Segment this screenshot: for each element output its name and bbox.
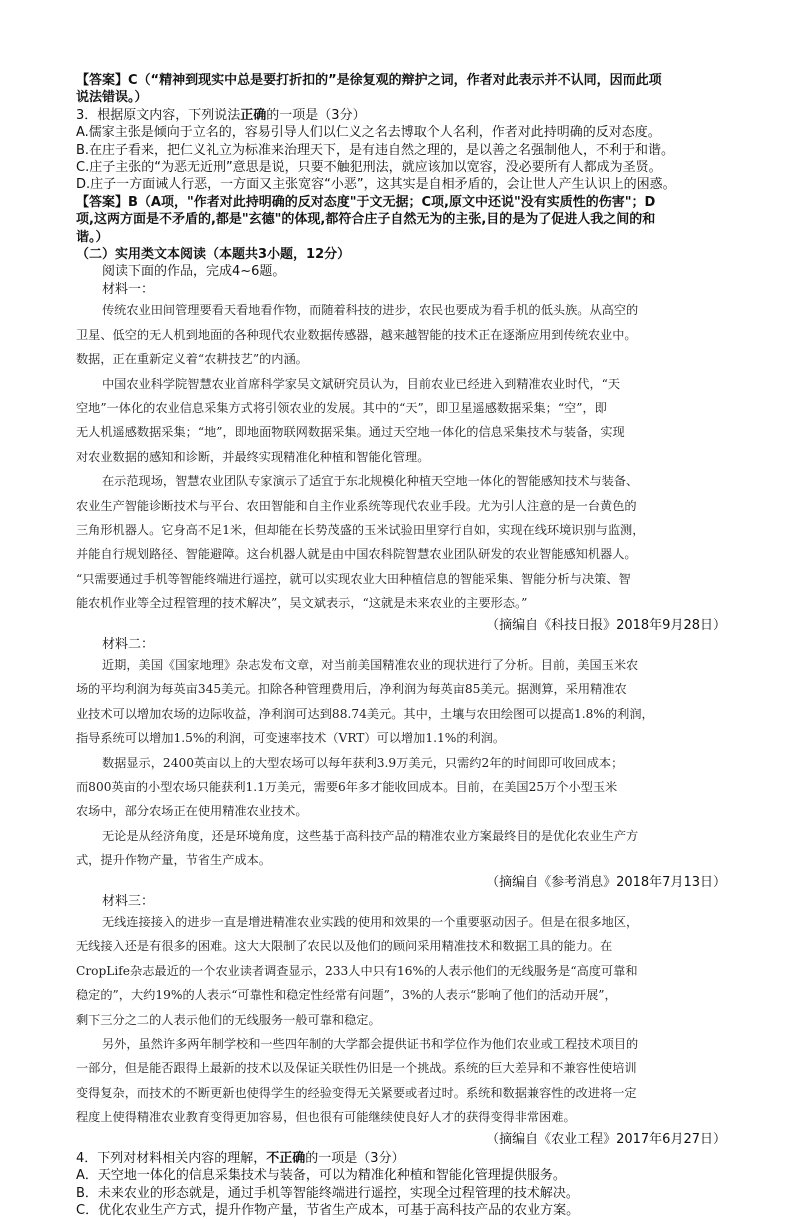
material-3-source: （摘编自《农业工程》2017年6月27日）	[486, 1131, 726, 1147]
q3-answer-line-3: 谐。）	[76, 229, 109, 245]
m3-line: 一部分，但是能否跟得上最新的技术以及保证关联性仍旧是一个挑战。系统的巨大差异和不兼容性使培训	[76, 1061, 637, 1076]
m3-line: 稳定的”，大约19%的人表示“可靠性和稳定性经常有问题”，3%的人表示“影响了他们的活动开展”，	[76, 988, 617, 1003]
m1-line: 传统农业田间管理要看天看地看作物，而随着科技的进步，农民也要成为看手机的低头族。从高空的	[102, 303, 639, 318]
m2-line: 无论是从经济角度，还是环境角度，这些基于高科技产品的精准农业方案最终目的是优化农业生产方	[102, 828, 639, 843]
q4-option-c: C．优化农业生产方式，提升作物产量，节省生产成本，可基于高科技产品的农业方案。	[76, 1202, 580, 1218]
exam-page	[76, 72, 726, 1219]
m2-line: 式，提升作物产量，节省生产成本。	[76, 853, 271, 868]
m3-line: 剩下三分之二的人表示他们的无线服务一般可靠和稳定。	[76, 1012, 381, 1027]
q3-stem-pre: 3．根据原文内容，下列说法	[76, 107, 241, 123]
q3-option-a: A.儒家主张是倾向于立名的，容易引导人们以仁义之名去博取个人名利，作者对此持明确的反对态度。	[76, 125, 661, 141]
m1-line: 无人机遥感数据采集；“地”，即地面物联网数据采集。通过天空地一体化的信息采集技术与装备，实现	[76, 425, 625, 440]
section-2-intro: 阅读下面的作品，完成4~6题。	[102, 264, 286, 280]
m2-line: 业技术可以增加农场的边际收益，净利润可达到88.74美元。其中，土壤与农田绘图可以提高1.8%的利润，	[76, 706, 654, 721]
m1-line: 卫星、低空的无人机到地面的各种现代农业数据传感器，越来越智能的技术正在逐渐应用到传统农业中。	[76, 327, 637, 342]
m3-line: CropLife杂志最近的一个农业读者调查显示，233人中只有16%的人表示他们的无线服务是“高度可靠和	[76, 963, 638, 978]
m1-line: 能农机作业等全过程管理的技术解决”，吴文斌表示，“这就是未来农业的主要形态。”	[76, 596, 528, 611]
q3-answer-line-2: 项,这两方面是不矛盾的,都是"玄德"的体现,都符合庄子自然无为的主张,目的是为了促进人我之间的和	[76, 212, 656, 228]
m3-line: 无线接入还是有很多的困难。这大大限制了农民以及他们的顾问采用精准技术和数据工具的能力。在	[76, 939, 613, 954]
section-2-title: （二）实用类文本阅读（本题共3小题，12分）	[76, 247, 351, 263]
answer-2-line-2: 说法错误。）	[76, 90, 148, 106]
m1-line: “只需要通过手机等智能终端进行遥控，就可以实现农业大田种植信息的智能采集、智能分析与决策、智	[76, 571, 631, 586]
material-2-label: 材料二：	[102, 636, 155, 652]
q4-option-b: B．未来农业的形态就是，通过手机等智能终端进行遥控，实现全过程管理的技术解决。	[76, 1185, 579, 1201]
m2-line: 而800英亩的小型农场只能获利1.1万美元，需要6年多才能收回成本。目前，在美国25万个小型玉米	[76, 780, 618, 794]
material-3-label: 材料三：	[102, 893, 155, 909]
q3-answer-line-1: 【答案】B（A项，"作者对此持明确的反对态度"于文无据；C项,原文中还说"没有实质性的伤害"；D	[76, 194, 656, 210]
q3-stem-post: 的一项是（3分）	[266, 107, 366, 123]
answer-2-line-1: 【答案】C（“精神到现实中总是要打折扣的”是徐复观的辩护之词，作者对此表示并不认同，因而此项	[76, 73, 662, 88]
m1-line: 对农业数据的感知和诊断，并最终实现精准化种植和智能化管理。	[76, 449, 430, 464]
material-1-source: （摘编自《科技日报》2018年9月28日）	[486, 617, 726, 633]
m1-line: 农业生产智能诊断技术与平台、农田智能和自主作业系统等现代农业手段。尤为引人注意的是一台黄色的	[76, 498, 637, 513]
q3-option-d: D.庄子一方面诫人行恶，一方面又主张宽容“小恶”，这其实是自相矛盾的，会让世人产生认识上的困惑。	[76, 177, 676, 193]
question-3-stem	[76, 107, 726, 124]
q4-stem-post: 的一项是（3分）	[305, 1150, 405, 1166]
m3-line: 另外，虽然许多两年制学校和一些四年制的大学都会提供证书和学位作为他们农业或工程技术项目的	[102, 1037, 639, 1052]
m1-line: 在示范现场，智慧农业团队专家演示了适宜于东北规模化种植天空地一体化的智能感知技术与装备、	[102, 474, 639, 489]
m2-line: 农场中，部分农场正在使用精准农业技术。	[76, 804, 308, 819]
question-4-stem	[76, 1150, 726, 1167]
m1-line: 空地”一体化的农业信息采集方式将引领农业的发展。其中的“天”，即卫星遥感数据采集；“空”，即	[76, 400, 607, 415]
m3-line: 程度上使得精准农业教育变得更加容易，但也很有可能继续使良好人才的获得变得非常困难。	[76, 1110, 576, 1125]
m3-line: 无线连接接入的进步一直是增进精准农业实践的使用和效果的一个重要驱动因子。但是在很多地区，	[102, 915, 639, 930]
q3-stem-emphasis: 正确	[240, 107, 267, 123]
material-1-label: 材料一：	[102, 281, 155, 297]
m2-line: 近期，美国《国家地理》杂志发布文章，对当前美国精准农业的现状进行了分析。目前，美国玉米农	[102, 657, 639, 672]
q4-option-a: A．天空地一体化的信息采集技术与装备，可以为精准化种植和智能化管理提供服务。	[76, 1168, 566, 1184]
m1-line: 数据，正在重新定义着“农耕技艺”的内涵。	[76, 352, 308, 367]
m1-line: 并能自行规划路径、智能避障。这台机器人就是由中国农科院智慧农业团队研发的农业智能感知机器人。	[76, 547, 637, 562]
q4-stem-emphasis: 不正确	[266, 1150, 306, 1166]
m3-line: 变得复杂，而技术的不断更新也使得学生的经验变得无关紧要或者过时。系统和数据兼容性的改进将一定	[76, 1085, 637, 1100]
m1-line: 三角形机器人。它身高不足1米，但却能在长势茂盛的玉米试验田里穿行自如，实现在线环境识别与监测，	[76, 522, 645, 537]
q3-option-c: C.庄子主张的“为恶无近刑”意思是说，只要不触犯刑法，就应该加以宽容，没必要所有人都成为圣贤。	[76, 160, 662, 176]
m1-line: 中国农业科学院智慧农业首席科学家吴文斌研究员认为，目前农业已经进入到精准农业时代，“天	[102, 376, 621, 391]
m2-line: 场的平均利润为每英亩345美元。扣除各种管理费用后，净利润为每英亩85美元。据测算，采用精准农	[76, 682, 627, 697]
q4-stem-pre: 4．下列对材料相关内容的理解，	[76, 1150, 267, 1166]
material-2-source: （摘编自《参考消息》2018年7月13日）	[486, 874, 726, 890]
q3-option-b: B.在庄子看来，把仁义礼立为标准来治理天下，是有违自然之理的，是以善之名强制他人，不利于和谐。	[76, 142, 675, 158]
m2-line: 指导系统可以增加1.5%的利润，可变速率技术（VRT）可以增加1.1%的利润。	[76, 731, 506, 746]
m2-line: 数据显示，2400英亩以上的大型农场可以每年获利3.9万美元，只需约2年的时间即可收回成本；	[102, 755, 624, 770]
